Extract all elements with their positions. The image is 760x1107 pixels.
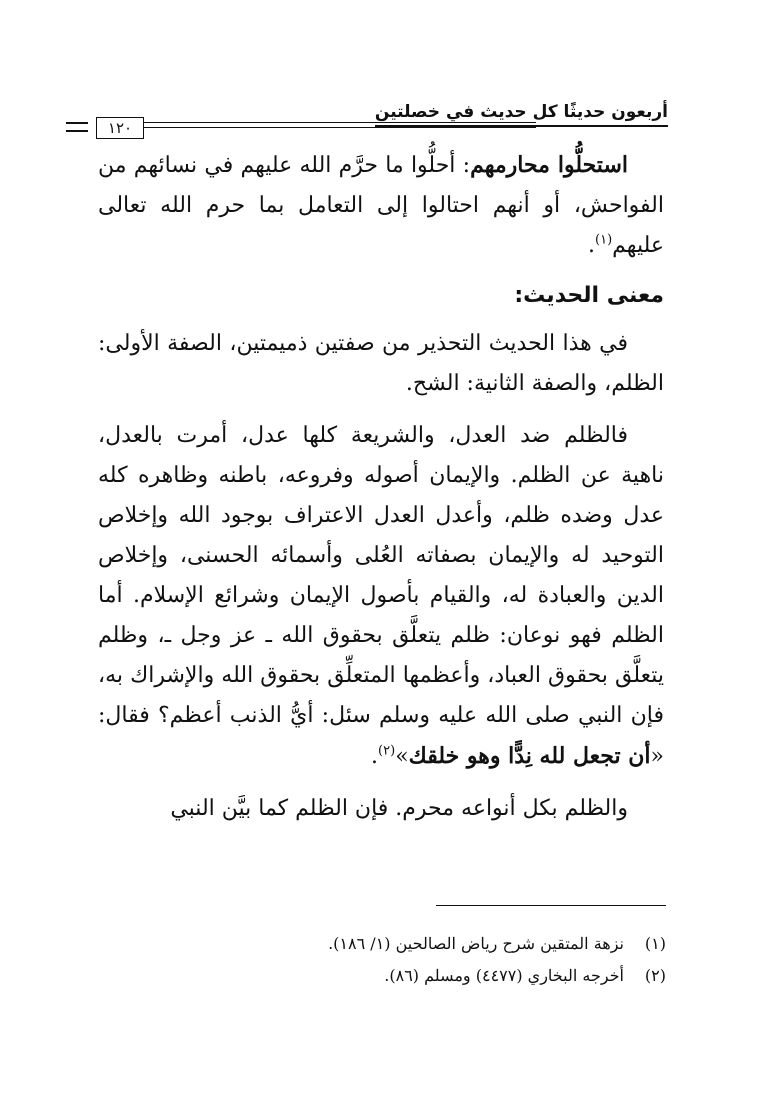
header-dash	[66, 122, 88, 132]
footnote-separator	[436, 905, 666, 906]
footnote-ref: (١)	[595, 232, 613, 248]
paragraph-2-text: فالظلم ضد العدل، والشريعة كلها عدل، أمرت بالعدل، ناهية عن الظلم. والإيمان أصوله وفروعه، باطنه وظاهره كله عدل وضده ظلم، وأعدل العدل الاعتراف بوجود الله وإخلاص التوحيد له والإيمان بصفاته العُلى وأسمائه الحسنى، وإخلاص الدين والعبادة له، والقيام بأصول الإيمان وشرائع الإسلام. أما الظلم فهو نوعان: ظلم يتعلَّق بحقوق الله ـ عز وجل ـ، وظلم يتعلَّق بحقوق العباد، وأعظمها المتعلِّق بحقوق الله والإشراك به، فإن النبي صلى الله عليه وسلم سئل: أيُّ الذنب أعظم؟ فقال: «	[98, 423, 664, 769]
quote-close: »	[395, 744, 409, 769]
footnotes	[98, 928, 666, 992]
footnote	[98, 928, 666, 960]
paragraph-3: والظلم بكل أنواعه محرم. فإن الظلم كما بيَّن النبي	[170, 796, 628, 821]
paragraph-2	[98, 416, 664, 777]
section-heading: معنى الحديث:	[514, 283, 664, 308]
footnote-ref: (٢)	[378, 743, 396, 759]
footnote-number: (١)	[644, 934, 666, 953]
footnote-number: (٢)	[644, 966, 666, 985]
hadith-quote: أن تجعل لله نِدًّا وهو خلقك	[408, 743, 651, 769]
footnote	[98, 960, 666, 992]
running-title: أربعون حديثًا كل حديث في خصلتين	[375, 102, 668, 127]
definition-text: : أحلُّوا ما حرَّم الله عليهم في نسائهم من الفواحش، أو أنهم احتالوا إلى التعامل بما حرم الله تعالى عليهم	[98, 153, 664, 258]
intro-paragraph	[98, 145, 664, 266]
page-body	[98, 145, 664, 829]
footnote-text: نزهة المتقين شرح رياض الصالحين (١/ ١٨٦).	[328, 934, 624, 953]
paragraph-1: في هذا الحديث التحذير من صفتين ذميمتين، الصفة الأولى: الظلم، والصفة الثانية: الشح.	[98, 331, 664, 396]
header-rule	[96, 122, 536, 123]
page-header	[96, 100, 668, 140]
defined-term: استحلُّوا محارمهم	[470, 152, 628, 178]
footnote-text: أخرجه البخاري (٤٤٧٧) ومسلم (٨٦).	[384, 966, 624, 985]
sentence-end: .	[371, 744, 379, 769]
header-rule	[96, 127, 536, 128]
sentence-end: .	[588, 233, 596, 258]
page-number: ١٢٠	[96, 117, 144, 139]
